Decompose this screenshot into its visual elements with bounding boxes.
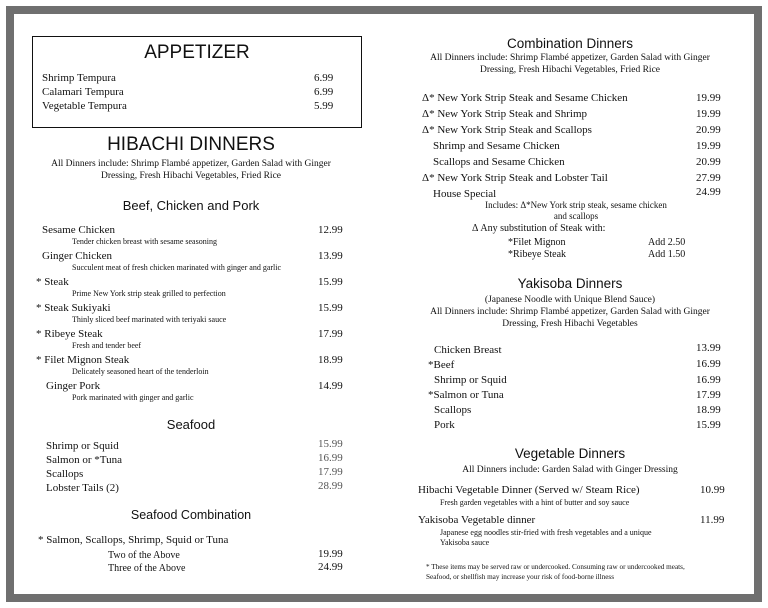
appetizer-price: 6.99 [314,72,334,84]
combination-price: 19.99 [696,92,721,104]
yakisoba-price: 13.99 [696,342,721,354]
combination-note: Dressing, Fresh Hibachi Vegetables, Fried Rice [479,65,661,75]
seafood-price: 16.99 [318,452,343,464]
house-special-includes: and scallops [553,211,599,221]
seafood-item: Scallops [46,468,84,480]
vegetable-note: All Dinners include: Garden Salad with Ginger Dressing [462,465,678,475]
yakisoba-item: Shrimp or Squid [434,374,507,386]
appetizer-price: 5.99 [314,100,334,112]
hibachi-item: * Ribeye Steak [36,328,103,340]
yakisoba-price: 16.99 [696,358,721,370]
house-special-includes: Includes: Δ*New York strip steak, sesame chicken [485,200,667,210]
footnote: * These items may be served raw or undercooked. Consuming raw or undercooked meats, [426,563,685,571]
vegetable-desc: Fresh garden vegetables with a hint of butter and soy sauce [440,498,630,507]
combination-item: Shrimp and Sesame Chicken [433,140,560,152]
combination-item: Δ* New York Strip Steak and Scallops [422,124,592,136]
yakisoba-note: (Japanese Noodle with Unique Blend Sauce) [484,295,656,305]
hibachi-price: 15.99 [318,276,343,288]
seafood-combination-line: * Salmon, Scallops, Shrimp, Squid or Tuna [38,534,229,546]
yakisoba-price: 16.99 [696,374,721,386]
hibachi-desc: Thinly sliced beef marinated with teriyaki sauce [72,315,227,324]
combination-item: House Special [433,188,497,200]
substitution-note: Δ Any substitution of Steak with: [472,223,606,234]
hibachi-desc: Tender chicken breast with sesame seasoning [72,237,217,246]
hibachi-price: 15.99 [318,302,343,314]
hibachi-price: 14.99 [318,380,343,392]
yakisoba-price: 17.99 [696,389,721,401]
right-column [386,14,754,594]
appetizer-title: APPETIZER [144,42,250,63]
hibachi-item: Ginger Pork [46,380,101,392]
vegetable-price: 10.99 [700,484,725,496]
seafood-combination-title: Seafood Combination [130,508,252,522]
hibachi-price: 18.99 [318,354,343,366]
yakisoba-item: *Salmon or Tuna [428,389,504,401]
combination-price: 20.99 [696,124,721,136]
substitution-item: *Ribeye Steak [508,249,567,260]
hibachi-item: Sesame Chicken [42,224,116,236]
seafood-combination-item: Three of the Above [108,563,186,574]
yakisoba-item: *Beef [428,359,455,371]
combination-note: All Dinners include: Shrimp Flambé appetizer, Garden Salad with Ginger [430,53,710,63]
left-column [14,14,368,594]
seafood-item: Salmon or *Tuna [46,454,122,466]
combination-price: 27.99 [696,172,721,184]
seafood-item: Lobster Tails (2) [46,482,119,494]
seafood-price: 28.99 [318,480,343,492]
beef-chicken-pork-title: Beef, Chicken and Pork [122,198,260,213]
seafood-combination-item: Two of the Above [108,550,180,561]
hibachi-item: * Filet Mignon Steak [36,354,130,366]
appetizer-item: Calamari Tempura [42,86,124,98]
vegetable-item: Hibachi Vegetable Dinner (Served w/ Steam Rice) [418,484,640,496]
hibachi-note: Dressing, Fresh Hibachi Vegetables, Fried Rice [100,171,282,181]
yakisoba-title: Yakisoba Dinners [517,276,623,291]
menu-page [14,14,754,594]
combination-item: Δ* New York Strip Steak and Lobster Tail [422,172,608,184]
combination-title: Combination Dinners [506,36,634,51]
hibachi-price: 13.99 [318,250,343,262]
combination-price: 19.99 [696,108,721,120]
hibachi-desc: Succulent meat of fresh chicken marinated with ginger and garlic [72,263,282,272]
seafood-combination-price: 19.99 [318,548,343,560]
footnote: Seafood, or shellfish may increase your risk of food-borne illness [426,573,615,581]
vegetable-item: Yakisoba Vegetable dinner [418,514,536,526]
hibachi-desc: Pork marinated with ginger and garlic [72,393,194,402]
yakisoba-note: Dressing, Fresh Hibachi Vegetables [502,319,638,329]
hibachi-desc: Fresh and tender beef [72,341,142,350]
seafood-item: Shrimp or Squid [46,440,119,452]
yakisoba-price: 18.99 [696,404,721,416]
vegetable-desc: Japanese egg noodles stir-fried with fresh vegetables and a unique [440,528,652,537]
yakisoba-item: Pork [434,419,455,431]
vegetable-desc: Yakisoba sauce [440,538,490,547]
hibachi-item: * Steak Sukiyaki [36,302,111,314]
appetizer-item: Vegetable Tempura [42,100,127,112]
combination-item: Scallops and Sesame Chicken [433,156,565,168]
seafood-title: Seafood [166,417,216,432]
hibachi-item: Ginger Chicken [42,250,112,262]
appetizer-price: 6.99 [314,86,334,98]
combination-price: 24.99 [696,186,721,198]
hibachi-desc: Delicately seasoned heart of the tenderloin [72,367,209,376]
vegetable-price: 11.99 [700,514,725,526]
seafood-price: 15.99 [318,438,343,450]
combination-price: 19.99 [696,140,721,152]
seafood-price: 17.99 [318,466,343,478]
yakisoba-item: Scallops [434,404,472,416]
vegetable-title: Vegetable Dinners [514,446,626,461]
combination-item: Δ* New York Strip Steak and Shrimp [422,108,588,120]
hibachi-item: * Steak [36,276,69,288]
combination-price: 20.99 [696,156,721,168]
hibachi-note: All Dinners include: Shrimp Flambé appetizer, Garden Salad with Ginger [51,159,331,169]
yakisoba-price: 15.99 [696,419,721,431]
appetizer-item: Shrimp Tempura [42,72,116,84]
hibachi-price: 12.99 [318,224,343,236]
yakisoba-item: Chicken Breast [434,344,502,356]
hibachi-desc: Prime New York strip steak grilled to perfection [72,289,226,298]
combination-item: Δ* New York Strip Steak and Sesame Chicken [422,92,628,104]
substitution-price: Add 2.50 [648,237,686,248]
hibachi-title: HIBACHI DINNERS [107,134,275,155]
substitution-price: Add 1.50 [648,249,686,260]
seafood-combination-price: 24.99 [318,561,343,573]
substitution-item: *Filet Mignon [508,237,566,248]
yakisoba-note: All Dinners include: Shrimp Flambé appetizer, Garden Salad with Ginger [430,307,710,317]
hibachi-price: 17.99 [318,328,343,340]
